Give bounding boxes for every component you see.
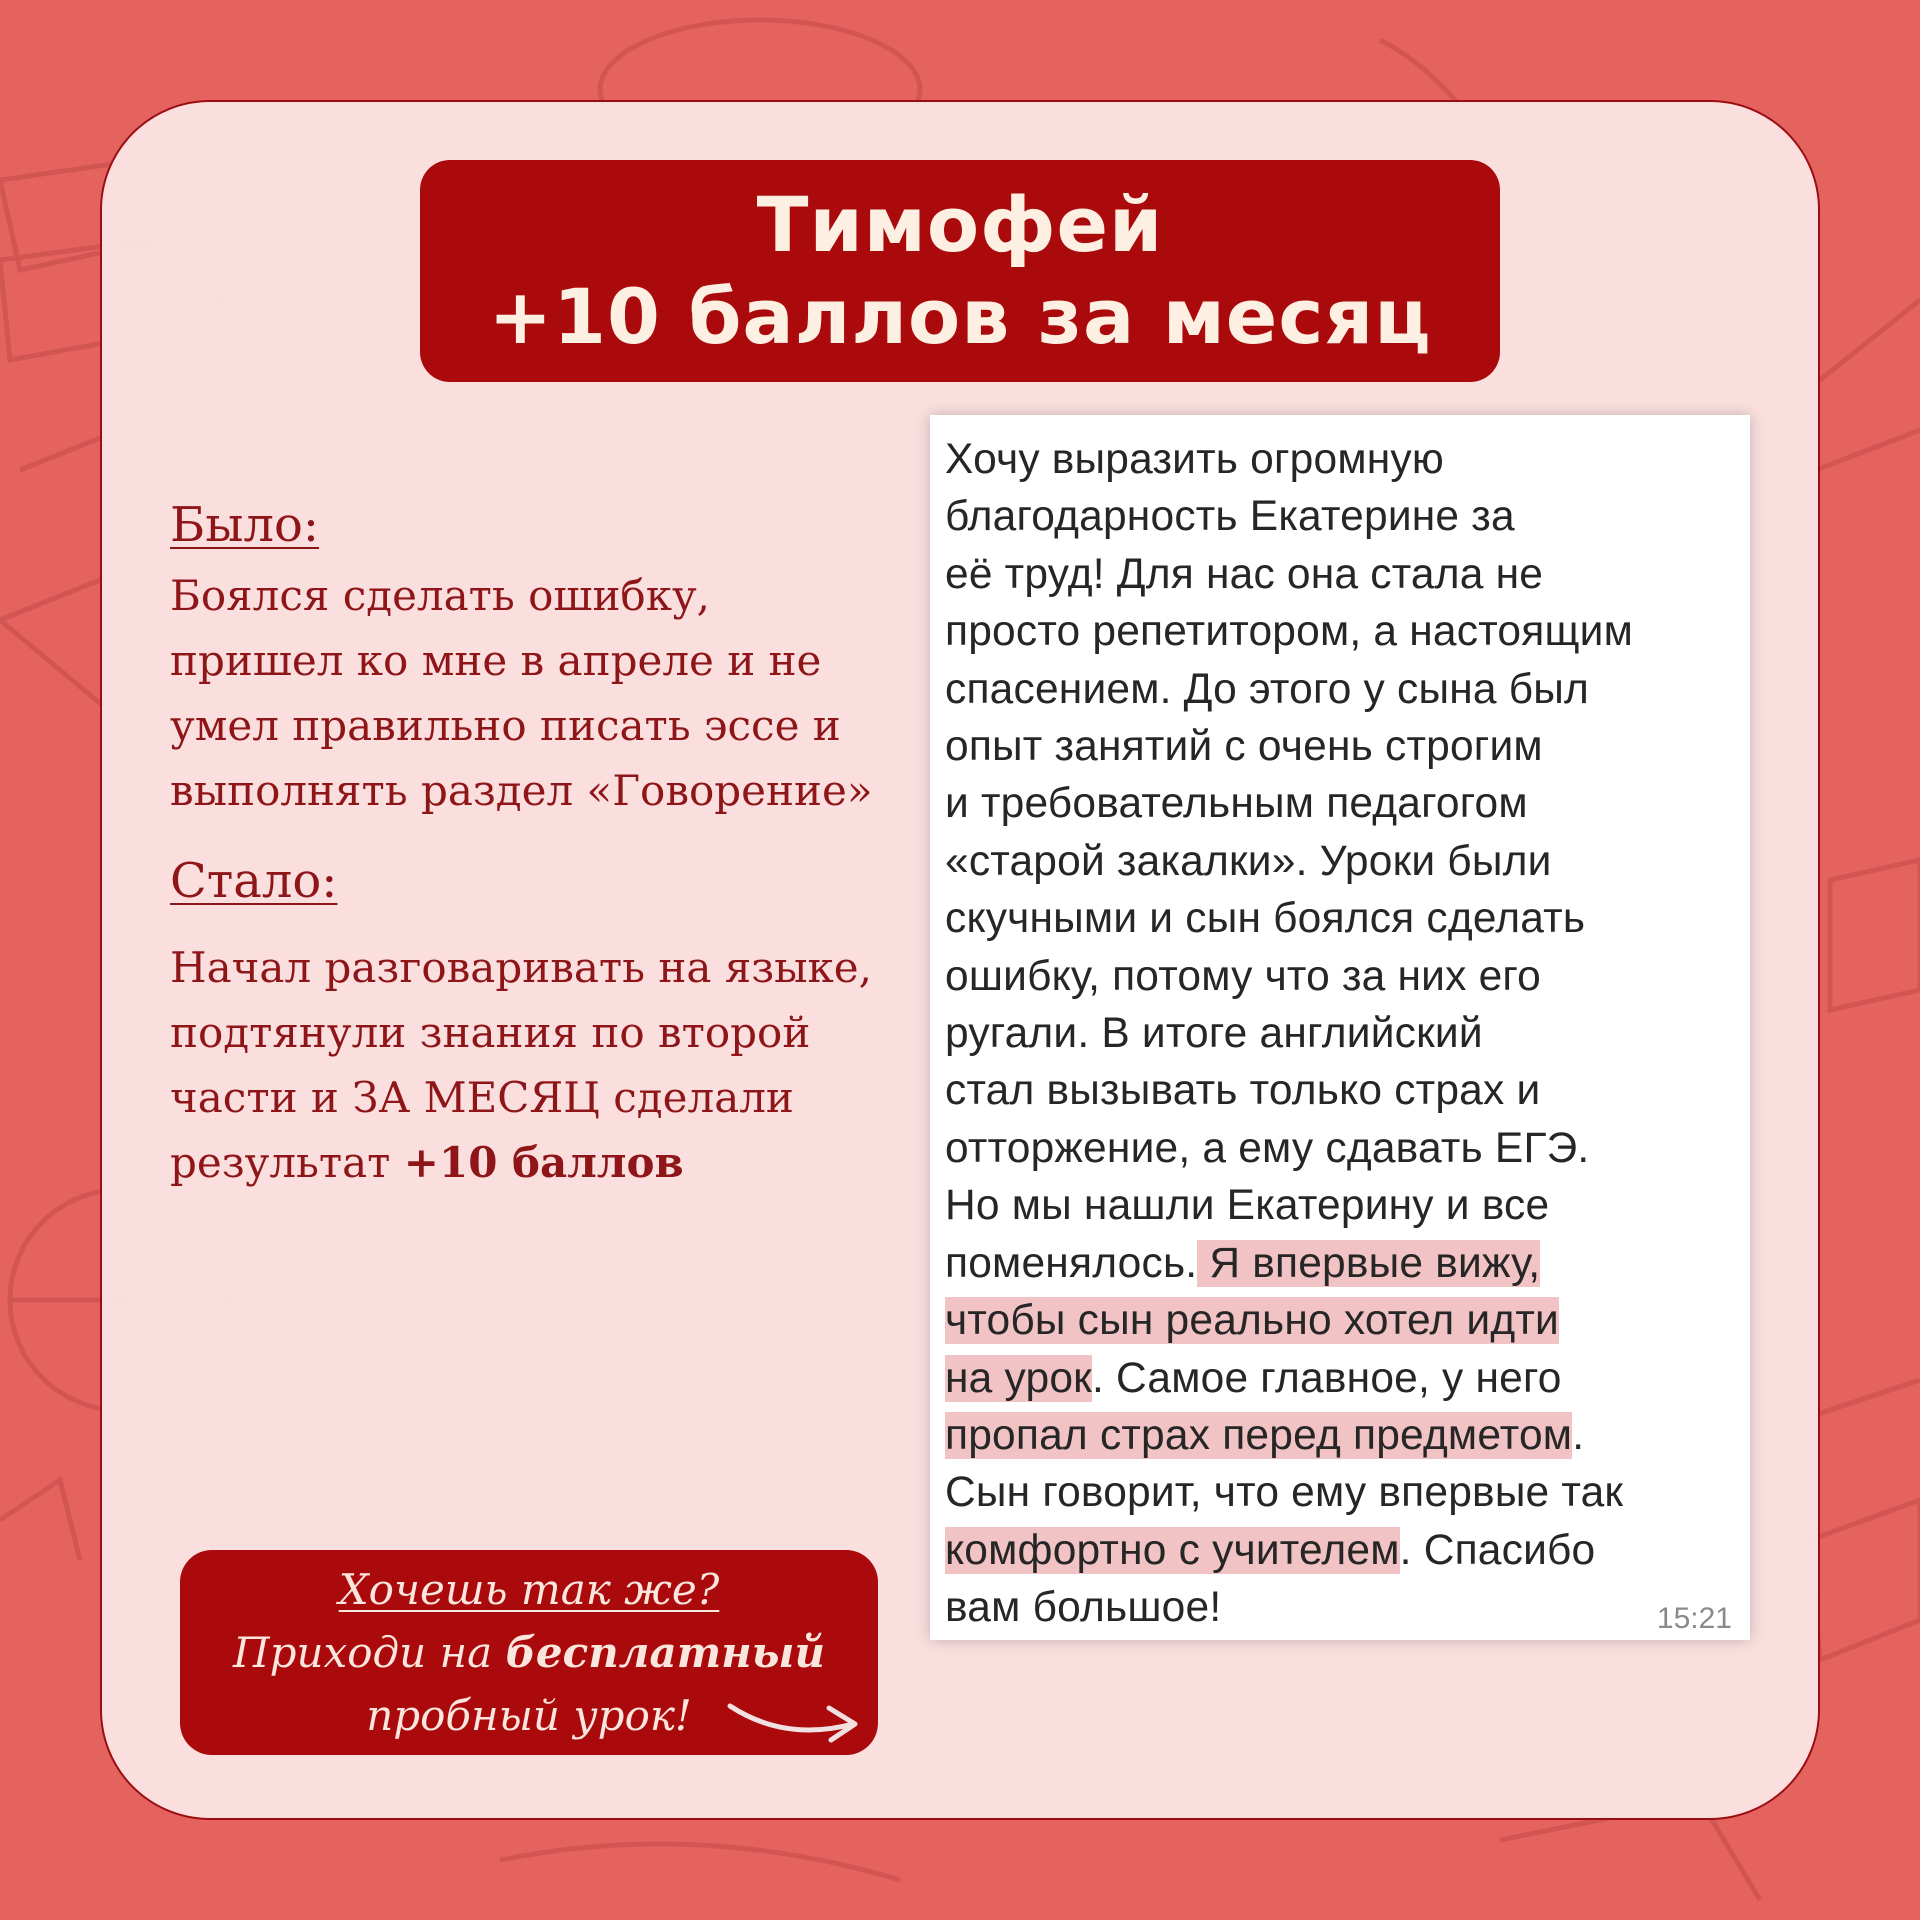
review-highlight: Я впервые вижу, — [1197, 1239, 1541, 1287]
review-text-plain: . — [1572, 1411, 1585, 1459]
review-line: Хочу выразить огромную — [945, 436, 1444, 483]
review-line: спасением. До этого у сына был — [945, 665, 1590, 713]
review-line — [945, 1407, 1735, 1464]
review-line: «старой закалки». Уроки были — [945, 837, 1552, 885]
review-line: ошибку, потому что за них его — [945, 952, 1542, 1000]
review-text-plain: . Спасибо — [1399, 1526, 1596, 1574]
cta-line-2 — [180, 1621, 878, 1684]
review-highlight: комфортно с учителем — [945, 1526, 1400, 1574]
review-highlight: на урок — [945, 1354, 1092, 1402]
review-line: отторжение, а ему сдавать ЕГЭ. — [945, 1124, 1590, 1172]
review-line — [945, 1350, 1735, 1407]
review-line: и требовательным педагогом — [945, 780, 1528, 828]
cta-question: Хочешь так же? — [338, 1565, 720, 1614]
review-line: благодарность Екатерине за — [945, 493, 1515, 541]
review-line: ругали. В итоге английский — [945, 1010, 1483, 1058]
review-screenshot — [930, 415, 1750, 1640]
review-line: скучными и сын боялся сделать — [945, 895, 1586, 943]
review-highlight: чтобы сын реально хотел идти — [945, 1297, 1559, 1345]
before-text: Боялся сделать ошибку, пришел ко мне в апреле и не умел правильно писать эссе и выполнять раздел «Говорение» — [170, 571, 873, 815]
after-text-bold: +10 баллов — [403, 1138, 684, 1187]
review-line: Но мы нашли Екатерину и все — [945, 1182, 1550, 1230]
student-name: Тимофей — [756, 180, 1164, 269]
cta-line-3: пробный урок! — [366, 1691, 692, 1740]
review-line: её труд! Для нас она стала не — [945, 550, 1544, 598]
review-text-plain: . Самое главное, у него — [1091, 1354, 1562, 1402]
after-text-main: Начал разговаривать на языке, подтянули знания по второй части и ЗА МЕСЯЦ сделали результат — [170, 943, 873, 1187]
review-line — [945, 1292, 1735, 1349]
message-timestamp: 15:21 — [1656, 1602, 1732, 1635]
review-line — [945, 1522, 1735, 1579]
before-after-section — [170, 495, 890, 1195]
review-message — [945, 431, 1735, 1637]
curved-arrow-right-icon — [725, 1684, 865, 1744]
after-label: Стало: — [170, 853, 338, 909]
before-label: Было: — [170, 497, 320, 553]
title-banner — [420, 160, 1500, 382]
review-line: стал вызывать только страх и — [945, 1067, 1541, 1115]
trial-lesson-cta-button[interactable] — [180, 1550, 878, 1755]
cta-line-2-prefix: Приходи на — [232, 1628, 506, 1677]
review-line: опыт занятий с очень строгим — [945, 723, 1543, 771]
cta-free-word: бесплатный — [505, 1628, 826, 1677]
review-text-plain: поменялось. — [945, 1239, 1198, 1287]
review-line: вам большое! — [945, 1584, 1222, 1632]
review-line: просто репетитором, а настоящим — [945, 608, 1633, 656]
result-headline: +10 баллов за месяц — [488, 272, 1432, 361]
review-line: Сын говорит, что ему впервые так — [945, 1469, 1624, 1517]
after-text — [170, 935, 890, 1195]
review-line — [945, 1235, 1735, 1292]
review-highlight: пропал страх перед предметом — [945, 1411, 1573, 1459]
